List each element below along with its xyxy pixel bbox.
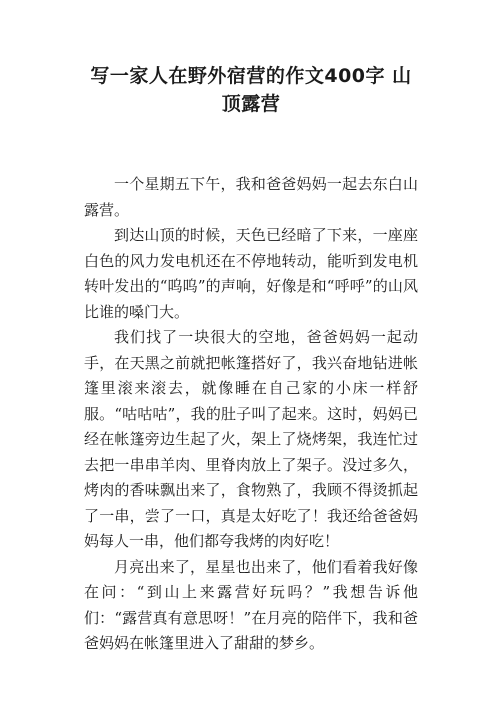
paragraph-3: 我们找了一块很大的空地，爸爸妈妈一起动手，在天黑之前就把帐篷搭好了，我兴奋地钻进帐篷里滚来滚去，就像睡在自己家的小床一样舒服。“咕咕咕”，我的肚子叫了起来。这时，妈妈已经在帐篷旁边生起了火，架上了烧烤架，我连忙过去把一串串羊肉、里脊肉放上了架子。没过多久，烤肉的香味飘出来了，食物熟了，我顾不得烫抓起了一串，尝了一口，真是太好吃了！我还给爸爸妈妈每人一串，他们都夸我烤的肉好吃！ xyxy=(84,328,418,550)
document-body xyxy=(84,172,418,657)
document-title: 写一家人在野外宿营的作文400字 山顶露营 xyxy=(90,65,412,115)
paragraph-1: 一个星期五下午，我和爸爸妈妈一起去东白山露营。 xyxy=(84,175,418,219)
paragraph-4: 月亮出来了，星星也出来了，他们看着我好像在问：“到山上来露营好玩吗？”我想告诉他们：“露营真有意思呀！”在月亮的陪伴下，我和爸爸妈妈在帐篷里进入了甜甜的梦乡。 xyxy=(84,557,418,652)
paragraph-2: 到达山顶的时候，天色已经暗了下来，一座座白色的风力发电机还在不停地转动，能听到发电机转叶发出的“呜呜”的声响，好像是和“呼呼”的山风比谁的嗓门大。 xyxy=(84,226,418,321)
